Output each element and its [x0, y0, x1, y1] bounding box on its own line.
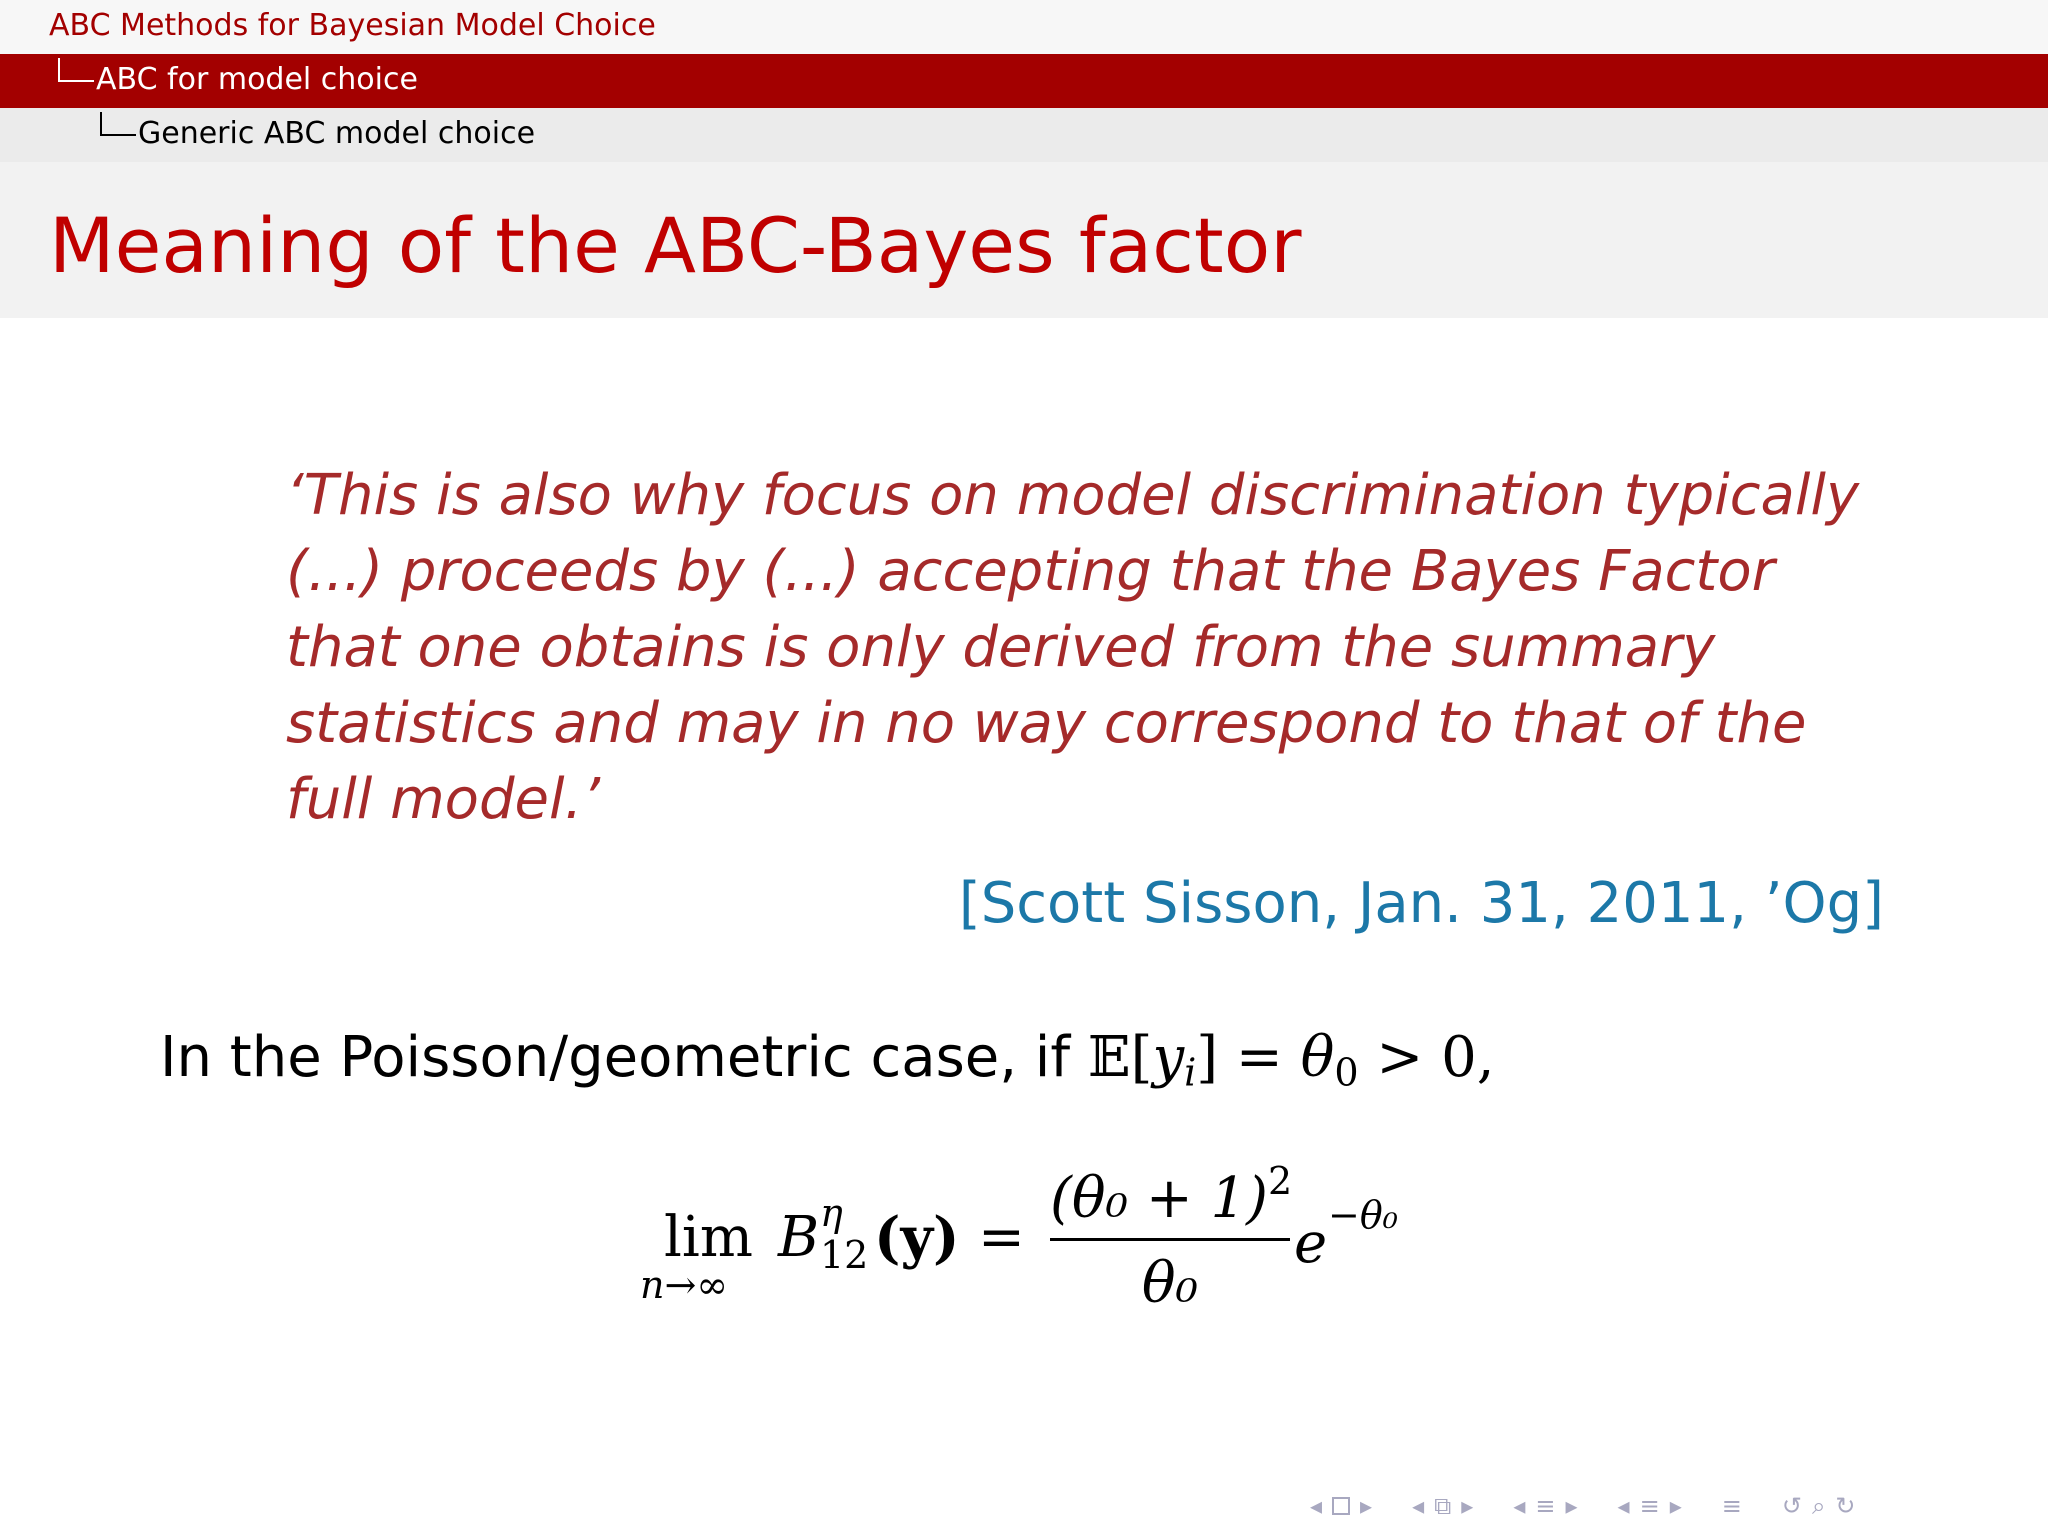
nav-prev-section-icon[interactable]: ◂ [1617, 1492, 1630, 1520]
formula-B-superscript: η [820, 1191, 843, 1235]
nav-align-icon[interactable]: ≡ [1721, 1492, 1742, 1520]
math-operator: > 0, [1358, 1025, 1495, 1090]
formula-bayes-factor [778, 1191, 960, 1277]
nav-next-frame-icon[interactable]: ▸ [1461, 1492, 1474, 1520]
tree-connector-icon [100, 112, 136, 136]
exp-base: e [1294, 1211, 1328, 1276]
nav-next-subsection-icon[interactable]: ▸ [1565, 1492, 1578, 1520]
formula-B-argument: (y) [874, 1205, 960, 1271]
math-subscript: i [1184, 1050, 1197, 1095]
nav-next-section-icon[interactable]: ▸ [1669, 1492, 1682, 1520]
formula-denominator: θ₀ [1141, 1251, 1199, 1316]
numerator-main: (θ₀ + 1) [1050, 1165, 1269, 1231]
math-subscript: 0 [1334, 1050, 1359, 1095]
formula-B-subscript: 12 [820, 1233, 869, 1277]
breadcrumb-subsection[interactable]: Generic ABC model choice [138, 116, 536, 151]
math-variable: y [1152, 1025, 1185, 1090]
formula-B: B [778, 1205, 820, 1270]
nav-prev-frame-icon[interactable]: ◂ [1412, 1492, 1425, 1520]
quote-line: statistics and may in no way correspond to that of the [286, 691, 1807, 756]
nav-prev-slide-icon[interactable]: ◂ [1310, 1492, 1323, 1520]
nav-search-icon[interactable]: ⌕ [1811, 1492, 1826, 1520]
slide-title: Meaning of the ABC-Bayes factor [49, 201, 1302, 290]
exp-superscript: −θ₀ [1328, 1193, 1398, 1237]
numerator-power: 2 [1268, 1159, 1293, 1203]
formula-lim: lim [664, 1205, 753, 1270]
nav-subsection-icon[interactable]: ≡ [1535, 1492, 1556, 1520]
math-bracket: ] [1196, 1025, 1219, 1090]
formula-exponential [1294, 1193, 1398, 1276]
nav-section-icon[interactable]: ≡ [1639, 1492, 1660, 1520]
statement [160, 1025, 1495, 1095]
breadcrumb-section[interactable]: ABC for model choice [96, 62, 418, 97]
formula-lim-subscript: n→∞ [640, 1263, 728, 1307]
nav-frame-icon[interactable]: ⧉ [1434, 1492, 1452, 1520]
breadcrumb-presentation[interactable]: ABC Methods for Bayesian Model Choice [49, 8, 656, 43]
math-variable: θ [1300, 1025, 1335, 1090]
statement-text: In the Poisson/geometric case, if [160, 1025, 1088, 1090]
tree-connector-icon [58, 58, 94, 82]
nav-forward-icon[interactable]: ↻ [1835, 1492, 1856, 1520]
quote-block [286, 458, 1860, 838]
limit-formula [640, 1158, 1440, 1328]
nav-slide-icon[interactable] [1332, 1497, 1350, 1515]
quote-line: ‘This is also why focus on model discrimination typically [286, 463, 1860, 528]
fraction-bar [1050, 1238, 1290, 1241]
statement-math [1087, 1025, 1495, 1095]
nav-prev-subsection-icon[interactable]: ◂ [1513, 1492, 1526, 1520]
quote-line: (...) proceeds by (...) accepting that the Bayes Factor [286, 539, 1775, 604]
quote-line: full model.’ [286, 767, 601, 832]
citation: [Scott Sisson, Jan. 31, 2011, ’Og] [958, 871, 1884, 936]
math-bracket: [ [1130, 1025, 1153, 1090]
math-operator: = [1218, 1025, 1301, 1090]
quote-line: that one obtains is only derived from the summary [286, 615, 1716, 680]
formula-numerator [1050, 1159, 1293, 1231]
formula-equals: = [978, 1205, 1025, 1270]
beamer-navigation [1310, 1488, 1856, 1524]
nav-back-icon[interactable]: ↺ [1781, 1492, 1802, 1520]
expectation-symbol: 𝔼 [1087, 1025, 1131, 1090]
nav-next-slide-icon[interactable]: ▸ [1360, 1492, 1373, 1520]
